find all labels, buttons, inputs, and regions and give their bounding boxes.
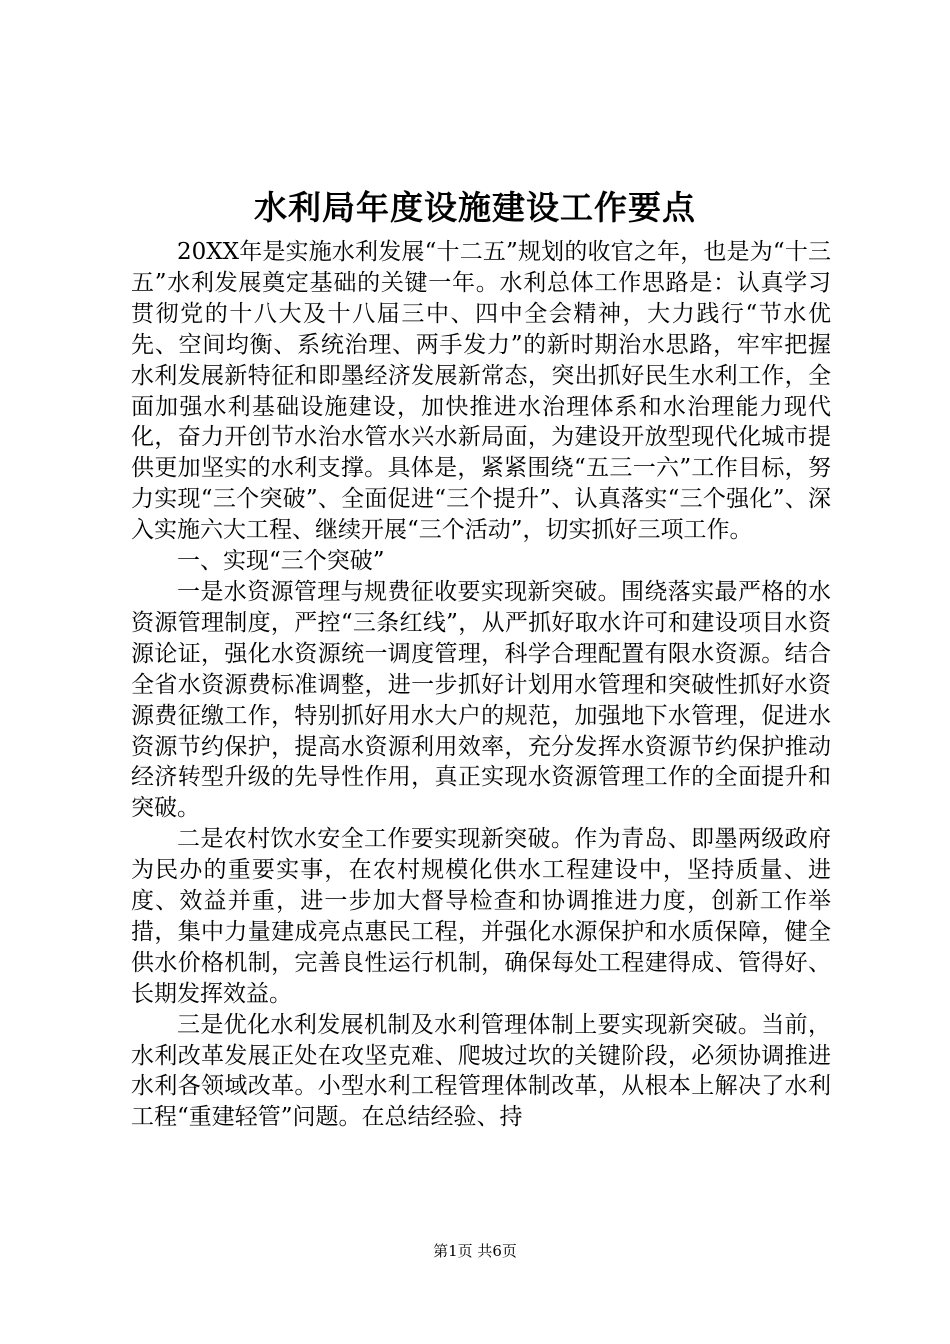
page-footer: 第1页 共6页	[433, 1242, 517, 1260]
paragraph-intro: 20XX年是实施水利发展“十二五”规划的收官之年，也是为“十三五”水利发展奠定基础的关键一年。水利总体工作思路是：认真学习贯彻党的十八大及十八届三中、四中全会精神，大力践行“节水优先、空间均衡、系统治理、两手发力”的新时期治水思路，牢牢把握水利发展新特征和即墨经济发展新常态，突出抓好民生水利工作，全面加强水利基础设施建设，加快推进水治理体系和水治理能力现代化，奋力开创节水治水管水兴水新局面，为建设开放型现代化城市提供更加坚实的水利支撑。具体是，紧紧围绕“五三一六”工作目标，努力实现“三个突破”、全面促进“三个提升”、认真落实“三个强化”、深入实施六大工程、继续开展“三个活动”，切实抓好三项工作。	[131, 239, 831, 544]
paragraph-water-resources: 一是水资源管理与规费征收要实现新突破。围绕落实最严格的水资源管理制度，严控“三条红线”，从严抓好取水许可和建设项目水资源论证，强化水资源统一调度管理，科学合理配置有限水资源。结合全省水资源费标准调整，进一步抓好计划用水管理和突破性抓好水资源费征缴工作，特别抓好用水大户的规范，加强地下水管理，促进水资源节约保护，提高水资源利用效率，充分发挥水资源节约保护推动经济转型升级的先导性作用，真正实现水资源管理工作的全面提升和突破。	[131, 578, 831, 822]
paragraph-rural-drinking-water: 二是农村饮水安全工作要实现新突破。作为青岛、即墨两级政府为民办的重要实事，在农村规模化供水工程建设中，坚持质量、进度、效益并重，进一步加大督导检查和协调推进力度，创新工作举措，集中力量建成亮点惠民工程，并强化水源保护和水质保障，健全供水价格机制，完善良性运行机制，确保每处工程建得成、管得好、长期发挥效益。	[131, 826, 831, 1007]
section-heading-1: 一、实现“三个突破”	[177, 548, 385, 575]
paragraph-management-reform: 三是优化水利发展机制及水利管理体制上要实现新突破。当前，水利改革发展正处在攻坚克难、爬坡过坎的关键阶段，必须协调推进水利各领域改革。小型水利工程管理体制改革，从根本上解决了水利工程“重建轻管”问题。在总结经验、持	[131, 1011, 831, 1131]
document-body	[131, 237, 831, 1133]
document-title: 水利局年度设施建设工作要点	[254, 188, 696, 227]
